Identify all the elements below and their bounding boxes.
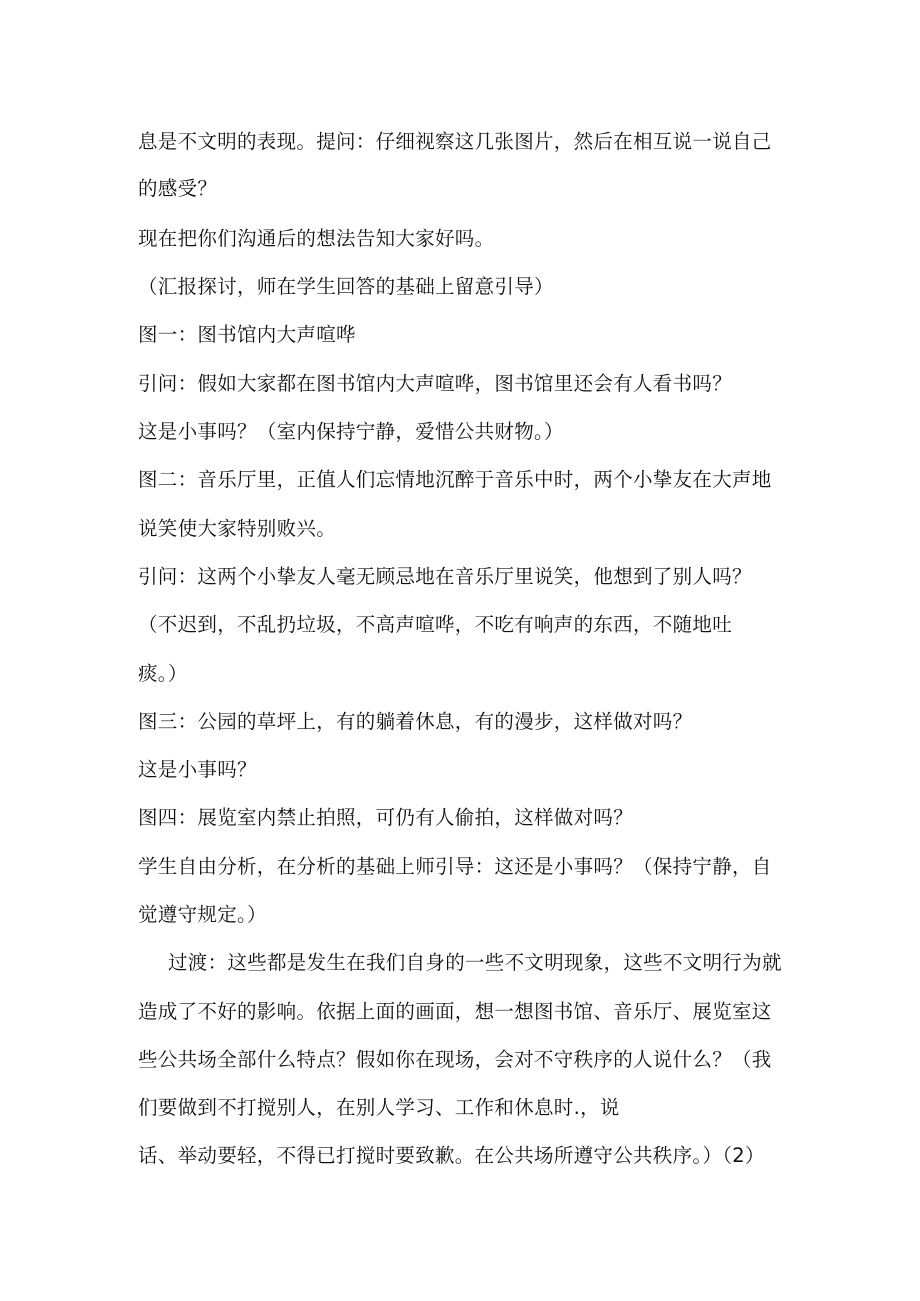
text-line: 造成了不好的影响。依据上面的画面，想一想图书馆、音乐厅、展览室这	[138, 1000, 772, 1023]
text-line: 息是不文明的表现。提问：仔细视察这几张图片，然后在相互说一说自己	[138, 130, 772, 153]
text-line: 些公共场全部什么特点？假如你在现场，会对不守秩序的人说什么？（我	[138, 1048, 772, 1071]
text-line: 说笑使大家特别败兴。	[138, 517, 337, 540]
text-line: 引问：假如大家都在图书馆内大声喧哗，图书馆里还会有人看书吗？	[138, 372, 733, 395]
text-line: 的感受？	[138, 177, 218, 200]
text-line: 图三：公园的草坪上，有的躺着休息，有的漫步，这样做对吗？	[138, 710, 693, 733]
text-line: 引问：这两个小挚友人毫无顾忌地在音乐厅里说笑，他想到了别人吗？	[138, 565, 752, 588]
text-line: 这是小事吗？	[138, 758, 257, 781]
text-line: 这是小事吗？（室内保持宁静，爱惜公共财物。）	[138, 420, 564, 443]
text-line: 过渡：这些都是发生在我们自身的一些不文明现象，这些不文明行为就	[168, 951, 782, 974]
text-line: （不迟到，不乱扔垃圾，不高声喧哗，不吃有响声的东西，不随地吐	[138, 613, 733, 636]
text-line: 图二：音乐厅里，正值人们忘情地沉醉于音乐中时，两个小挚友在大声地	[138, 468, 772, 491]
text-line: 们要做到不打搅别人，在别人学习、工作和休息时.，说	[138, 1096, 620, 1119]
text-line: 图一：图书馆内大声喧哗	[138, 323, 356, 346]
text-line: 学生自由分析，在分析的基础上师引导：这还是小事吗？（保持宁静，自	[138, 855, 772, 878]
text-line: 现在把你们沟通后的想法告知大家好吗。	[138, 227, 495, 250]
text-line: 话、举动要轻，不得已打搅时要致歉。在公共场所遵守公共秩序。）（2）	[138, 1144, 765, 1167]
text-line: 图四：展览室内禁止拍照，可仍有人偷拍，这样做对吗？	[138, 806, 634, 829]
text-line: 痰。）	[138, 662, 188, 685]
text-line: （汇报探讨，师在学生回答的基础上留意引导）	[138, 275, 554, 298]
text-line: 觉遵守规定。）	[138, 903, 267, 926]
